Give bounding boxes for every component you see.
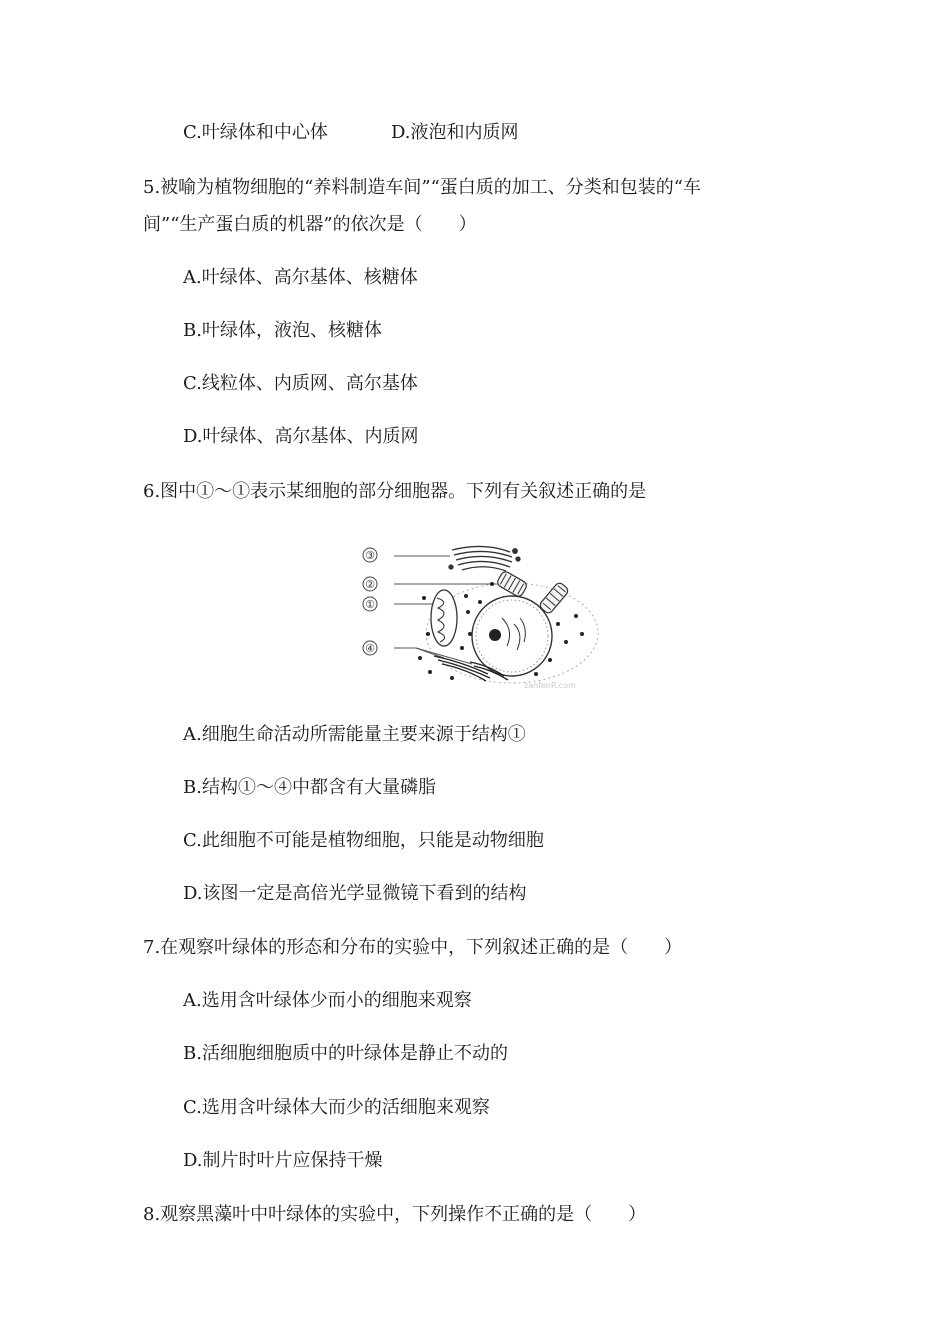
mitochondrion (431, 590, 457, 646)
q6-option-a: A.细胞生命活动所需能量主要来源于结构① (183, 724, 526, 745)
q7-option-b: B.活细胞细胞质中的叶绿体是静止不动的 (183, 1043, 508, 1064)
q5-option-c: C.线粒体、内质网、高尔基体 (183, 373, 418, 394)
watermark: zanfenR.com (524, 681, 576, 690)
label-4-text: ④ (365, 642, 375, 655)
q5-stem-line2: 间”“生产蛋白质的机器”的依次是（ ） (143, 214, 477, 235)
cell-diagram (352, 538, 604, 690)
q7-option-c: C.选用含叶绿体大而少的活细胞来观察 (183, 1097, 490, 1118)
q7-stem: 7.在观察叶绿体的形态和分布的实验中，下列叙述正确的是（ ） (143, 937, 683, 958)
label-3-text: ③ (365, 549, 375, 562)
q5-option-a: A.叶绿体、高尔基体、核糖体 (183, 267, 418, 288)
q5-option-b: B.叶绿体，液泡、核糖体 (183, 320, 382, 341)
golgi-apparatus (449, 546, 520, 571)
label-3 (363, 548, 377, 562)
label-4 (363, 641, 377, 655)
label-2-text: ② (365, 578, 375, 591)
label-1-text: ① (365, 598, 375, 611)
cell-organelle-figure (352, 538, 604, 690)
label-1 (363, 597, 377, 611)
q6-option-b: B.结构①～④中都含有大量磷脂 (183, 777, 436, 798)
q6-option-c: C.此细胞不可能是植物细胞，只能是动物细胞 (183, 830, 544, 851)
q4-option-d: D.液泡和内质网 (391, 122, 519, 143)
q7-option-a: A.选用含叶绿体少而小的细胞来观察 (183, 990, 472, 1011)
q5-option-d: D.叶绿体、高尔基体、内质网 (183, 426, 419, 447)
label-2 (363, 577, 377, 591)
q7-option-d: D.制片时叶片应保持干燥 (183, 1150, 383, 1171)
q5-stem-line1: 5.被喻为植物细胞的“养料制造车间”“蛋白质的加工、分类和包装的“车 (143, 177, 701, 198)
nucleus (472, 596, 552, 676)
q6-stem: 6.图中①～①表示某细胞的部分细胞器。下列有关叙述正确的是 (143, 481, 647, 502)
q4-option-c: C.叶绿体和中心体 (183, 122, 328, 143)
q6-option-d: D.该图一定是高倍光学显微镜下看到的结构 (183, 883, 527, 904)
q8-stem: 8.观察黑藻叶中叶绿体的实验中，下列操作不正确的是（ ） (143, 1204, 647, 1225)
